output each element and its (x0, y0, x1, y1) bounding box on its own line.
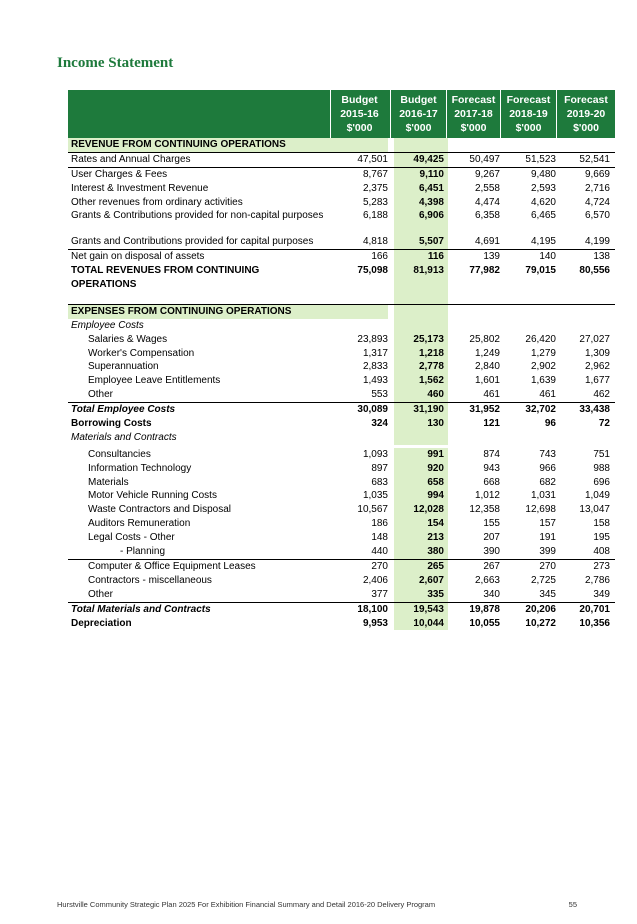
row-label: Information Technology (88, 462, 192, 474)
table-row (68, 360, 615, 374)
highlight-column-bg (394, 431, 448, 445)
row-value: 27,027 (579, 333, 610, 345)
row-label: Worker's Compensation (88, 347, 195, 359)
row-value: 2,375 (362, 182, 388, 194)
table-row (68, 167, 615, 182)
row-value: 155 (483, 518, 500, 530)
row-value: 18,100 (357, 603, 388, 615)
row-value: 1,249 (474, 347, 500, 359)
row-value: 2,558 (474, 182, 500, 194)
column-header (446, 90, 500, 138)
row-value: 96 (544, 418, 556, 430)
row-value: 658 (427, 476, 444, 488)
highlight-column-bg (394, 319, 448, 333)
row-value: 1,012 (474, 490, 500, 502)
row-value: 1,309 (584, 347, 610, 359)
table-body (68, 138, 615, 630)
column-header (556, 90, 615, 138)
column-header-line: $'000 (460, 122, 487, 134)
row-value: 4,199 (584, 236, 610, 248)
column-header-line: 2018-19 (509, 108, 548, 120)
row-value: 31,952 (469, 404, 500, 416)
row-value: 2,833 (362, 361, 388, 373)
row-value: 1,677 (584, 375, 610, 387)
row-value: 10,044 (413, 617, 444, 629)
row-value: 207 (483, 532, 500, 544)
table-row (68, 489, 615, 503)
row-value: 19,543 (413, 603, 444, 615)
row-label: Employee Leave Entitlements (88, 375, 221, 387)
column-header (390, 90, 446, 138)
row-value: 12,358 (469, 504, 500, 516)
row-value: 335 (427, 588, 444, 600)
page-number: 55 (568, 900, 577, 909)
row-value: 994 (427, 490, 444, 502)
row-label: Employee Costs (71, 319, 144, 331)
row-label: Legal Costs - Other (88, 532, 175, 544)
row-value: 186 (371, 518, 388, 530)
row-value: 10,567 (357, 504, 388, 516)
row-label: Depreciation (71, 617, 132, 629)
row-value: 10,272 (525, 617, 556, 629)
row-value: 23,893 (357, 333, 388, 345)
row-value: 140 (539, 251, 556, 263)
row-value: 2,406 (362, 574, 388, 586)
row-value: 751 (593, 448, 610, 460)
table-row (68, 388, 615, 402)
column-header-line: Budget (400, 94, 437, 106)
table-row (68, 402, 615, 417)
column-header-line: $'000 (346, 122, 373, 134)
row-label: Grants and Contributions provided for capital purposes (71, 236, 314, 248)
row-label: Other revenues from ordinary activities (71, 196, 243, 208)
row-value: 943 (483, 462, 500, 474)
row-value: 5,507 (418, 236, 444, 248)
table-header (68, 90, 615, 138)
column-header-line: $'000 (573, 122, 599, 134)
column-header-line: $'000 (515, 122, 542, 134)
row-value: 4,620 (530, 196, 556, 208)
row-value: 897 (371, 462, 388, 474)
table-row (68, 517, 615, 531)
row-value: 138 (593, 251, 610, 263)
row-value: 340 (483, 588, 500, 600)
row-value: 51,523 (525, 153, 556, 165)
row-value: 13,047 (579, 504, 610, 516)
row-value: 1,317 (362, 347, 388, 359)
row-value: 461 (483, 389, 500, 401)
row-value: 77,982 (469, 265, 500, 277)
row-label: Materials (88, 476, 129, 488)
table-row (68, 431, 615, 445)
row-value: 6,570 (584, 210, 610, 222)
row-label: Materials and Contracts (71, 431, 177, 443)
row-value: 6,906 (418, 210, 444, 222)
table-row (68, 347, 615, 361)
row-value: 1,035 (362, 490, 388, 502)
row-value: 668 (483, 476, 500, 488)
table-row (68, 545, 615, 559)
row-value: 9,110 (419, 168, 444, 180)
row-value: 157 (539, 518, 556, 530)
table-row (68, 209, 615, 223)
spacer-row (68, 223, 615, 235)
row-value: 191 (539, 532, 556, 544)
row-value: 682 (539, 476, 556, 488)
highlight-column-bg (394, 138, 448, 152)
row-label: - Planning (120, 546, 166, 558)
row-value: 12,698 (525, 504, 556, 516)
row-value: 166 (371, 251, 388, 263)
row-value: 158 (593, 518, 610, 530)
row-value: 26,420 (525, 333, 556, 345)
table-row (68, 152, 615, 167)
row-label: OPERATIONS (71, 279, 137, 291)
row-value: 25,173 (413, 333, 444, 345)
row-value: 349 (593, 588, 610, 600)
row-value: 121 (483, 418, 500, 430)
footer-text: Hurstville Community Strategic Plan 2025 For Exhibition Financial Summary and Detail 2016-20 Delivery Program (57, 900, 436, 909)
column-header-line: Forecast (506, 94, 551, 106)
row-value: 2,778 (418, 361, 444, 373)
row-value: 460 (427, 389, 444, 401)
table-row (68, 417, 615, 431)
highlight-column-bg (394, 305, 448, 319)
row-value: 2,786 (584, 574, 610, 586)
row-value: 32,702 (525, 404, 556, 416)
highlight-column-bg (394, 223, 448, 235)
row-value: 20,701 (579, 603, 610, 615)
row-value: 75,098 (357, 265, 388, 277)
row-value: 10,356 (579, 617, 610, 629)
row-value: 6,465 (530, 210, 556, 222)
row-value: 31,190 (413, 404, 444, 416)
row-value: 553 (371, 389, 388, 401)
row-value: 273 (593, 560, 610, 572)
row-value: 267 (483, 560, 500, 572)
row-value: 270 (539, 560, 556, 572)
row-value: 195 (593, 532, 610, 544)
row-value: 2,840 (474, 361, 500, 373)
row-value: 270 (371, 560, 388, 572)
row-value: 1,049 (584, 490, 610, 502)
row-value: 5,283 (362, 196, 388, 208)
row-value: 50,497 (469, 153, 500, 165)
highlight-column-bg (394, 292, 448, 304)
row-value: 6,358 (474, 210, 500, 222)
row-value: 988 (593, 462, 610, 474)
row-label: Net gain on disposal of assets (71, 251, 205, 263)
row-value: 33,438 (579, 404, 610, 416)
section-header-row (68, 138, 615, 152)
row-value: 25,802 (469, 333, 500, 345)
row-label: Waste Contractors and Disposal (88, 504, 232, 516)
row-value: 6,188 (362, 210, 388, 222)
row-value: 408 (593, 546, 610, 558)
row-value: 47,501 (357, 153, 388, 165)
row-value: 80,556 (579, 265, 610, 277)
column-header-line: Budget (341, 94, 378, 106)
row-value: 324 (371, 418, 388, 430)
row-value: 154 (427, 518, 444, 530)
row-value: 399 (539, 546, 556, 558)
row-value: 79,015 (525, 265, 556, 277)
row-label: Auditors Remuneration (88, 518, 191, 530)
row-value: 1,279 (530, 347, 556, 359)
row-label: REVENUE FROM CONTINUING OPERATIONS (71, 139, 286, 150)
row-value: 9,953 (362, 617, 388, 629)
row-value: 377 (371, 588, 388, 600)
column-header-line: 2016-17 (399, 108, 438, 120)
table-row (68, 278, 615, 292)
table-row (68, 264, 615, 278)
row-label: Interest & Investment Revenue (71, 182, 209, 194)
row-value: 30,089 (357, 404, 388, 416)
row-value: 4,474 (474, 196, 500, 208)
row-value: 462 (593, 389, 610, 401)
row-label: Total Employee Costs (71, 404, 176, 416)
row-value: 1,031 (530, 490, 556, 502)
table-row (68, 448, 615, 462)
row-value: 8,767 (362, 168, 388, 180)
table-row (68, 588, 615, 602)
row-value: 920 (427, 462, 444, 474)
row-label: Grants & Contributions provided for non-capital purposes (71, 210, 324, 222)
row-value: 139 (483, 251, 500, 263)
row-value: 1,493 (362, 375, 388, 387)
row-value: 52,541 (579, 153, 610, 165)
row-value: 116 (427, 251, 444, 263)
row-value: 12,028 (413, 504, 444, 516)
row-value: 991 (427, 448, 444, 460)
income-statement-table (68, 90, 615, 630)
table-row (68, 617, 615, 631)
column-header (330, 90, 388, 138)
row-value: 2,593 (530, 182, 556, 194)
row-value: 148 (371, 532, 388, 544)
row-value: 2,902 (530, 361, 556, 373)
row-value: 874 (483, 448, 500, 460)
row-value: 265 (427, 560, 444, 572)
row-value: 1,093 (362, 448, 388, 460)
highlight-column-bg (394, 278, 448, 292)
row-value: 4,195 (530, 236, 556, 248)
row-label: Computer & Office Equipment Leases (88, 560, 256, 572)
row-value: 49,425 (413, 153, 444, 165)
row-value: 4,818 (362, 236, 388, 248)
section-header-row (68, 304, 615, 319)
row-value: 440 (371, 546, 388, 558)
row-value: 966 (539, 462, 556, 474)
table-row (68, 503, 615, 517)
row-label: Rates and Annual Charges (71, 153, 191, 165)
column-header-line: 2015-16 (340, 108, 379, 120)
row-value: 696 (593, 476, 610, 488)
table-row (68, 182, 615, 196)
column-header-line: Forecast (451, 94, 496, 106)
row-value: 4,724 (584, 196, 610, 208)
table-row (68, 602, 615, 617)
row-value: 345 (539, 588, 556, 600)
row-value: 1,218 (418, 347, 444, 359)
column-header-line: 2019-20 (566, 108, 606, 120)
table-row (68, 235, 615, 249)
row-value: 380 (427, 546, 444, 558)
row-value: 4,691 (474, 236, 500, 248)
page-footer (57, 900, 577, 909)
table-row (68, 319, 615, 333)
row-value: 20,206 (525, 603, 556, 615)
row-value: 2,716 (584, 182, 610, 194)
table-row (68, 249, 615, 264)
row-label: Motor Vehicle Running Costs (88, 490, 217, 502)
row-label: Contractors - miscellaneous (88, 574, 212, 586)
row-value: 1,601 (474, 375, 500, 387)
row-label: EXPENSES FROM CONTINUING OPERATIONS (71, 305, 292, 317)
row-value: 461 (539, 389, 556, 401)
table-row (68, 374, 615, 388)
row-label: Other (88, 588, 114, 600)
spacer-row (68, 292, 615, 304)
row-value: 213 (427, 532, 444, 544)
row-value: 683 (371, 476, 388, 488)
table-row (68, 476, 615, 490)
row-label: Borrowing Costs (71, 418, 152, 430)
row-value: 1,639 (530, 375, 556, 387)
row-label: Total Materials and Contracts (71, 603, 211, 615)
row-value: 9,267 (474, 168, 500, 180)
row-value: 10,055 (469, 617, 500, 629)
row-value: 390 (483, 546, 500, 558)
row-value: 19,878 (469, 603, 500, 615)
row-value: 743 (539, 448, 556, 460)
row-value: 2,725 (530, 574, 556, 586)
row-value: 9,480 (530, 168, 556, 180)
row-value: 1,562 (418, 375, 444, 387)
row-label: Salaries & Wages (88, 333, 168, 345)
row-value: 81,913 (413, 265, 444, 277)
row-value: 72 (598, 418, 610, 430)
column-header-line: Forecast (564, 94, 608, 106)
table-row (68, 559, 615, 574)
row-label: Superannuation (88, 361, 159, 373)
row-value: 2,607 (418, 574, 444, 586)
row-label: Other (88, 389, 114, 401)
row-value: 130 (427, 418, 444, 430)
column-header-line: 2017-18 (454, 108, 493, 120)
row-label: User Charges & Fees (71, 168, 168, 180)
row-value: 2,663 (474, 574, 500, 586)
row-value: 6,451 (418, 182, 444, 194)
column-header-line: $'000 (405, 122, 432, 134)
table-row (68, 462, 615, 476)
column-header (500, 90, 556, 138)
page-title: Income Statement (57, 55, 174, 71)
table-row (68, 531, 615, 545)
table-row (68, 333, 615, 347)
table-row (68, 196, 615, 210)
table-row (68, 574, 615, 588)
row-value: 9,669 (584, 168, 610, 180)
row-label: TOTAL REVENUES FROM CONTINUING (71, 265, 260, 277)
row-value: 2,962 (584, 361, 610, 373)
row-label: Consultancies (88, 448, 151, 460)
row-value: 4,398 (418, 196, 444, 208)
